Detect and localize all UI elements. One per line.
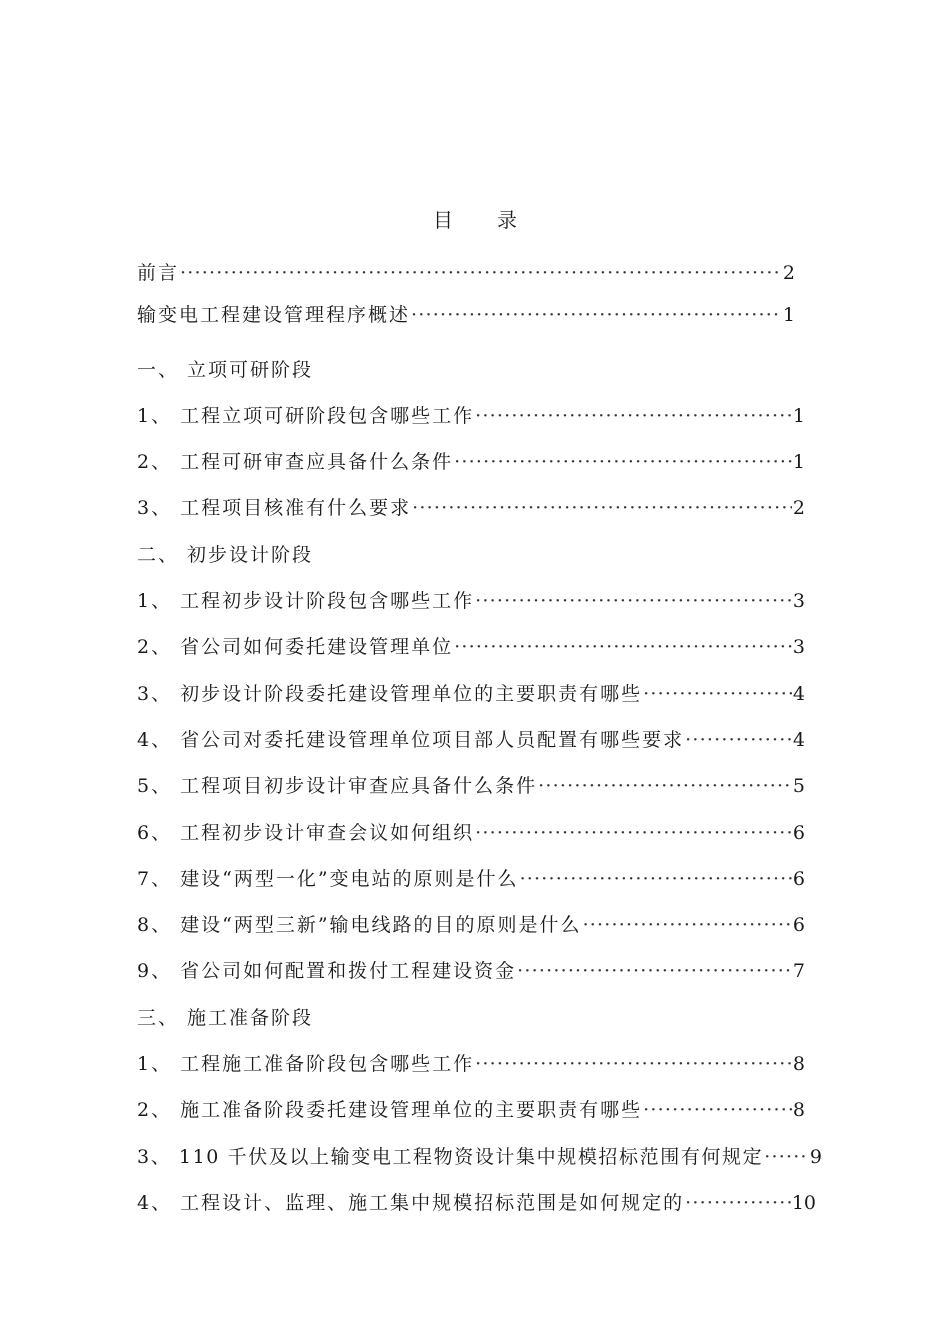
toc-entry[interactable] bbox=[137, 772, 805, 800]
toc-entry-page: 6 bbox=[792, 822, 805, 844]
toc-entry-page: 9 bbox=[809, 1146, 822, 1168]
toc-entry-label: 6、 工程初步设计审查会议如何组织 bbox=[137, 822, 475, 844]
toc-entry[interactable] bbox=[137, 865, 805, 893]
leader-dots bbox=[685, 726, 792, 754]
leader-dots bbox=[411, 301, 782, 329]
leader-dots bbox=[583, 911, 792, 939]
toc-entry-label: 2、 工程可研审查应具备什么条件 bbox=[137, 451, 454, 473]
toc-entry-page: 1 bbox=[782, 304, 795, 326]
toc-entry-page: 7 bbox=[792, 960, 805, 982]
toc-entry[interactable] bbox=[137, 1050, 805, 1078]
toc-entry-label: 7、 建设“两型一化”变电站的原则是什么 bbox=[137, 868, 519, 890]
toc-entry-label: 3、 工程项目核准有什么要求 bbox=[137, 497, 412, 519]
title-char-1: 目 bbox=[433, 208, 453, 232]
toc-entry-page: 6 bbox=[792, 868, 805, 890]
toc-entry-page: 8 bbox=[792, 1053, 805, 1075]
leader-dots bbox=[412, 494, 792, 522]
toc-entry-page: 4 bbox=[792, 729, 805, 751]
toc-entry-page: 2 bbox=[792, 497, 805, 519]
toc-entry-label: 2、 省公司如何委托建设管理单位 bbox=[137, 636, 454, 658]
leader-dots bbox=[475, 587, 792, 615]
leader-dots bbox=[454, 448, 792, 476]
page-title bbox=[0, 204, 950, 233]
leader-dots bbox=[643, 1096, 792, 1124]
section-heading: 二、 初步设计阶段 bbox=[137, 544, 314, 566]
toc-entry-label: 前言 bbox=[137, 262, 180, 284]
leader-dots bbox=[520, 865, 792, 893]
toc-entry-label: 4、 省公司对委托建设管理单位项目部人员配置有哪些要求 bbox=[137, 729, 685, 751]
toc-entry[interactable] bbox=[137, 259, 795, 287]
leader-dots bbox=[454, 633, 792, 661]
toc-entry[interactable] bbox=[137, 957, 805, 985]
leader-dots bbox=[643, 680, 792, 708]
toc-entry-label: 4、 工程设计、监理、施工集中规模招标范围是如何规定的 bbox=[137, 1192, 685, 1214]
leader-dots bbox=[538, 772, 792, 800]
toc-entry[interactable] bbox=[137, 819, 805, 847]
toc-entry[interactable] bbox=[137, 633, 805, 661]
toc-entry-page: 10 bbox=[791, 1192, 816, 1214]
section-heading: 一、 立项可研阶段 bbox=[137, 359, 314, 381]
toc-entry[interactable] bbox=[137, 1189, 816, 1217]
toc-entry[interactable] bbox=[137, 587, 805, 615]
toc-entry[interactable] bbox=[137, 301, 795, 329]
toc-entry-page: 6 bbox=[792, 914, 805, 936]
section-heading: 三、 施工准备阶段 bbox=[137, 1007, 314, 1029]
leader-dots bbox=[180, 259, 782, 287]
toc-entry[interactable] bbox=[137, 402, 805, 430]
toc-entry-label: 1、 工程立项可研阶段包含哪些工作 bbox=[137, 405, 475, 427]
toc-entry[interactable] bbox=[137, 680, 805, 708]
toc-entry-label: 5、 工程项目初步设计审查应具备什么条件 bbox=[137, 775, 538, 797]
toc-entry-label: 2、 施工准备阶段委托建设管理单位的主要职责有哪些 bbox=[137, 1099, 643, 1121]
toc-entry-label: 3、 初步设计阶段委托建设管理单位的主要职责有哪些 bbox=[137, 683, 643, 705]
toc-entry-page: 3 bbox=[792, 636, 805, 658]
toc-entry-page: 8 bbox=[792, 1099, 805, 1121]
leader-dots bbox=[475, 1050, 792, 1078]
toc-entry-label: 9、 省公司如何配置和拨付工程建设资金 bbox=[137, 960, 517, 982]
toc-entry-page: 3 bbox=[792, 590, 805, 612]
toc-entry-label: 3、 110 千伏及以上输变电工程物资设计集中规模招标范围有何规定 bbox=[137, 1146, 764, 1168]
toc-entry-page: 1 bbox=[792, 405, 805, 427]
toc-entry[interactable] bbox=[137, 494, 805, 522]
toc-entry-label: 8、 建设“两型三新”输电线路的目的原则是什么 bbox=[137, 914, 582, 936]
toc-entry[interactable] bbox=[137, 1096, 805, 1124]
leader-dots bbox=[475, 402, 792, 430]
leader-dots bbox=[685, 1189, 791, 1217]
toc-entry[interactable] bbox=[137, 1143, 822, 1171]
leader-dots bbox=[517, 957, 792, 985]
toc-entry[interactable] bbox=[137, 911, 805, 939]
leader-dots bbox=[764, 1143, 809, 1171]
toc-entry[interactable] bbox=[137, 726, 805, 754]
toc-entry-page: 5 bbox=[792, 775, 805, 797]
toc-entry-label: 输变电工程建设管理程序概述 bbox=[137, 304, 411, 326]
toc-entry-label: 1、 工程初步设计阶段包含哪些工作 bbox=[137, 590, 475, 612]
leader-dots bbox=[475, 819, 792, 847]
toc-entry-label: 1、 工程施工准备阶段包含哪些工作 bbox=[137, 1053, 475, 1075]
toc-entry[interactable] bbox=[137, 448, 805, 476]
toc-entry-page: 4 bbox=[792, 683, 805, 705]
toc-entry-page: 2 bbox=[782, 262, 795, 284]
toc-entry-page: 1 bbox=[792, 451, 805, 473]
title-char-2: 录 bbox=[497, 208, 517, 232]
